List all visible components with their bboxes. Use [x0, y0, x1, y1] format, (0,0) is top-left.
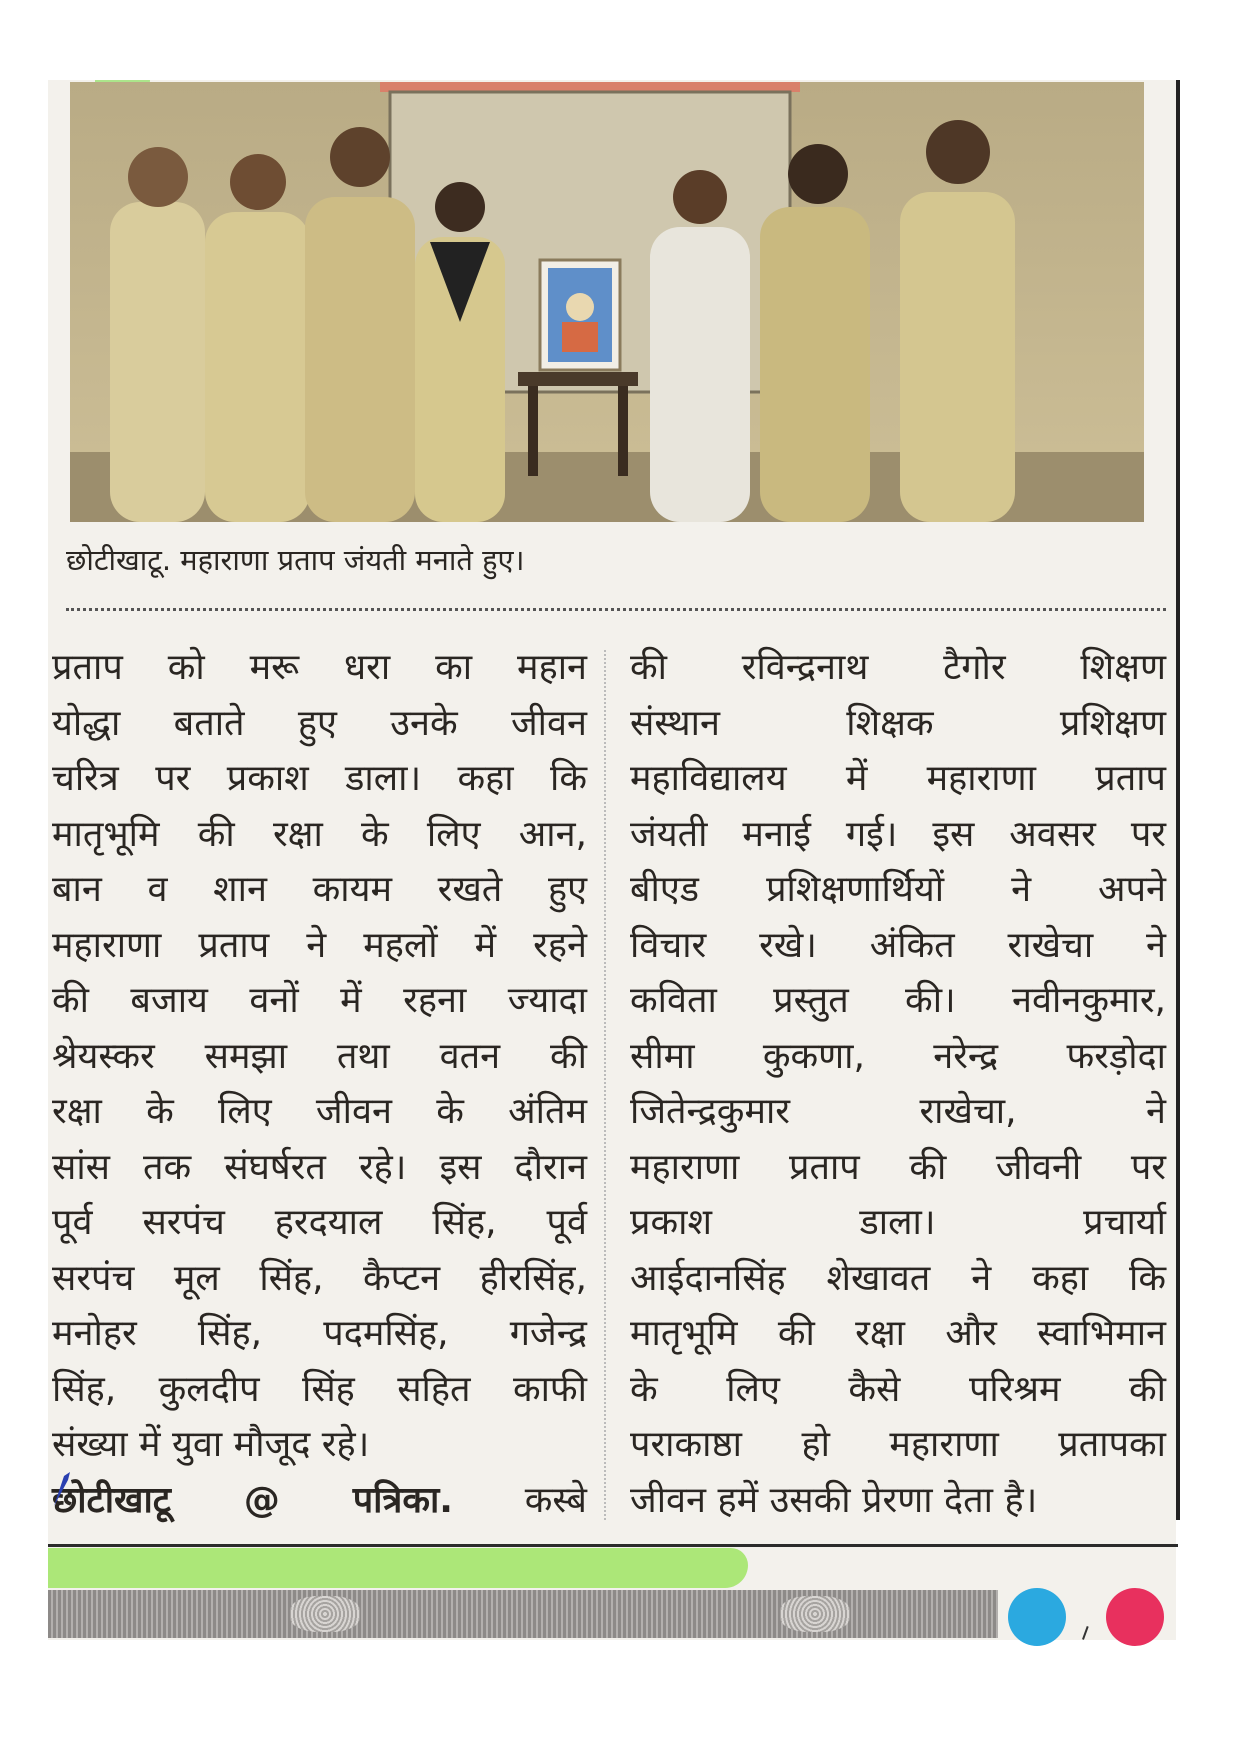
dateline-place: छोटीखाटू @ पत्रिका. [52, 1479, 453, 1521]
caption-divider [66, 608, 1166, 611]
text-line: महाविद्यालय में महाराणा प्रताप [630, 758, 1166, 799]
text-line: सरपंच मूल सिंह, कैप्टन हीरसिंह, [52, 1257, 587, 1299]
column-rule [1176, 80, 1180, 1520]
pen-mark-icon [50, 1470, 80, 1510]
halftone-blob [780, 1596, 850, 1632]
text-line: की रविन्द्रनाथ टैगोर शिक्षण [630, 647, 1166, 688]
text-line: संख्या में युवा मौजूद रहे। [52, 1424, 370, 1465]
text-line: बीएड प्रशिक्षणार्थियों ने अपने [630, 869, 1166, 910]
text-line: महाराणा प्रताप की जीवनी पर [630, 1146, 1166, 1188]
text-line: सिंह, कुलदीप सिंह सहित काफी [52, 1368, 587, 1410]
text-line: रक्षा के लिए जीवन के अंतिम [52, 1091, 587, 1132]
text-line: प्रकाश डाला। प्रचार्या [630, 1202, 1166, 1243]
text-line: सीमा कुकणा, नरेन्द्र फरड़ोदा [630, 1035, 1166, 1077]
text-line: प्रताप को मरू धरा का महान [52, 647, 587, 688]
text-line: विचार रखे। अंकित राखेचा ने [630, 924, 1166, 966]
halftone-bar [48, 1590, 998, 1638]
text-line: योद्धा बताते हुए उनके जीवन [52, 702, 587, 744]
text-line: कविता प्रस्तुत की। नवीनकुमार, [630, 980, 1166, 1021]
text-line: पराकाष्ठा हो महाराणा प्रतापका [630, 1424, 1166, 1465]
text-line: बान व शान कायम रखते हुए [52, 869, 587, 910]
halftone-blob [290, 1596, 360, 1632]
text-line: जीवन हमें उसकी प्रेरणा देता है। [630, 1479, 1038, 1521]
text-line: आईदानसिंह शेखावत ने कहा कि [630, 1257, 1166, 1299]
text-line: सांस तक संघर्षरत रहे। इस दौरान [52, 1146, 587, 1188]
text-line: मातृभूमि की रक्षा और स्वाभिमान [630, 1313, 1166, 1354]
text-line: की बजाय वनों में रहना ज्यादा [52, 980, 587, 1021]
text-line: मातृभूमि की रक्षा के लिए आन, [52, 813, 587, 855]
text-line: महाराणा प्रताप ने महलों में रहने [52, 924, 587, 966]
red-dot-icon [1106, 1588, 1164, 1646]
green-splash-decoration [48, 1548, 748, 1588]
article-column-right [630, 640, 1166, 1528]
text-line: चरित्र पर प्रकाश डाला। कहा कि [52, 758, 587, 799]
portrait-frame-icon [540, 260, 620, 370]
bottom-rule [48, 1544, 1178, 1547]
text-line: पूर्व सरपंच हरदयाल सिंह, पूर्व [52, 1202, 587, 1243]
text-line: मनोहर सिंह, पदमसिंह, गजेन्द्र [52, 1313, 587, 1354]
news-photo [70, 82, 1144, 522]
article-column-left [52, 640, 587, 1528]
blue-dot-icon [1008, 1588, 1066, 1646]
text-line: जंयती मनाई गई। इस अवसर पर [630, 813, 1166, 855]
dateline-text: कस्बे [524, 1479, 587, 1521]
text-line: के लिए कैसे परिश्रम की [630, 1368, 1166, 1410]
photo-caption: छोटीखाटू. महाराणा प्रताप जंयती मनाते हुए। [66, 543, 525, 577]
text-line: श्रेयस्कर समझा तथा वतन की [52, 1035, 587, 1077]
dateline [52, 1473, 587, 1529]
column-gutter [604, 650, 606, 1520]
text-line: संस्थान शिक्षक प्रशिक्षण [630, 702, 1166, 744]
group-photo-icon [70, 82, 1144, 522]
text-line: जितेन्द्रकुमार राखेचा, ने [630, 1091, 1166, 1132]
